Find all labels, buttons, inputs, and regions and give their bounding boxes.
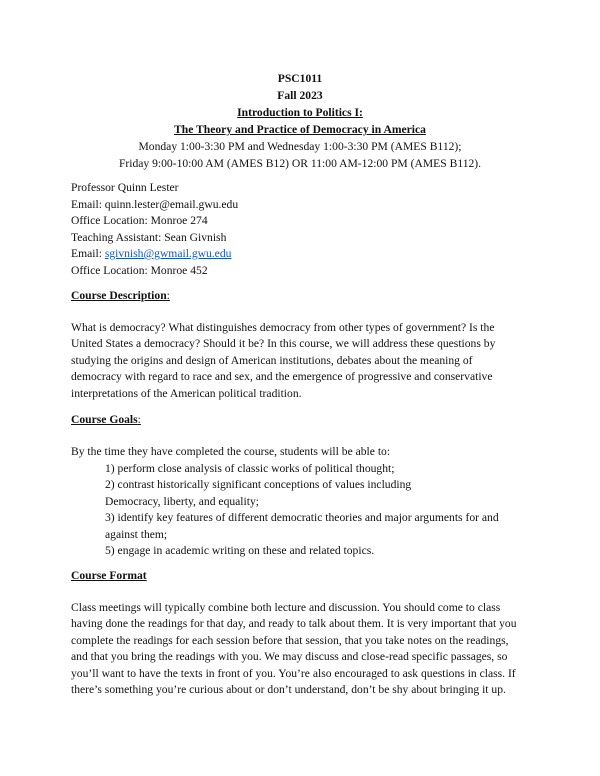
course-description-heading-suffix: : <box>166 289 170 302</box>
contact-block <box>71 180 238 279</box>
course-title-line1: Introduction to Politics I: <box>237 106 363 119</box>
goals-intro: By the time they have completed the course, students will be able to: <box>71 445 391 458</box>
schedule-line1: Monday 1:00-3:30 PM and Wednesday 1:00-3:30 PM (AMES B112); <box>138 140 462 153</box>
course-header <box>0 70 600 172</box>
format-line: complete the readings for each session before that session, that you take notes on the readings, <box>71 633 509 647</box>
professor-email: Email: quinn.lester@email.gwu.edu <box>71 197 239 211</box>
ta-email-label: Email: <box>71 247 105 260</box>
format-line: Class meetings will typically combine both lecture and discussion. You should come to class <box>71 601 501 614</box>
format-line: you’ll want to have the texts in front of you. You’re also encouraged to ask questions in class. If <box>71 666 516 680</box>
description-line: studying the origins and design of American institutions, debates about the meaning of <box>71 353 473 367</box>
ta-name: Teaching Assistant: Sean Givnish <box>71 230 227 244</box>
goals-list <box>105 461 499 559</box>
ta-email-row <box>71 246 238 263</box>
goal-item: 2) contrast historically significant conceptions of values including <box>105 478 412 492</box>
course-format-text <box>71 600 531 698</box>
goal-item: 1) perform close analysis of classic works of political thought; <box>105 462 395 475</box>
schedule-line2: Friday 9:00-10:00 AM (AMES B12) OR 11:00 AM-12:00 PM (AMES B112). <box>118 157 482 170</box>
goal-item: Democracy, liberty, and equality; <box>105 494 259 508</box>
description-line: What is democracy? What distinguishes democracy from other types of government? Is the <box>71 321 495 334</box>
course-title-line2: The Theory and Practice of Democracy in America <box>174 123 426 136</box>
professor-name: Professor Quinn Lester <box>71 181 179 194</box>
goal-item: 3) identify key features of different democratic theories and major arguments for and <box>105 511 499 525</box>
course-code: PSC1011 <box>277 72 323 85</box>
description-line: democracy with regard to race and sex, and the emergence of progressive and conservative <box>71 370 493 384</box>
professor-office: Office Location: Monroe 274 <box>71 214 208 227</box>
description-line: United States a democracy? Should it be? In this course, we will address these questions by <box>71 337 496 351</box>
course-goals-heading <box>71 413 141 426</box>
course-description-text <box>71 320 531 402</box>
format-line: and that you bring the readings with you. We may discuss and close-read specific passages, so <box>71 650 508 664</box>
format-line: having done the readings for that day, and ready to talk about them. It is very important that you <box>71 617 517 631</box>
ta-office: Office Location: Monroe 452 <box>71 263 208 277</box>
course-term: Fall 2023 <box>277 89 323 102</box>
goal-item: 5) engage in academic writing on these and related topics. <box>105 544 375 558</box>
description-line: interpretations of the American political tradition. <box>71 386 302 400</box>
course-format-heading: Course Format <box>71 569 147 582</box>
course-goals-heading-text: Course Goals <box>71 413 138 426</box>
format-line: there’s something you’re curious about or don’t understand, don’t be shy about bringing it up. <box>71 683 506 697</box>
course-description-heading <box>71 289 170 302</box>
ta-email-link[interactable]: sgivnish@gwmail.gwu.edu <box>104 247 232 260</box>
course-description-heading-text: Course Description <box>71 289 167 302</box>
course-goals-heading-suffix: : <box>137 413 141 426</box>
goal-item: against them; <box>105 527 168 541</box>
